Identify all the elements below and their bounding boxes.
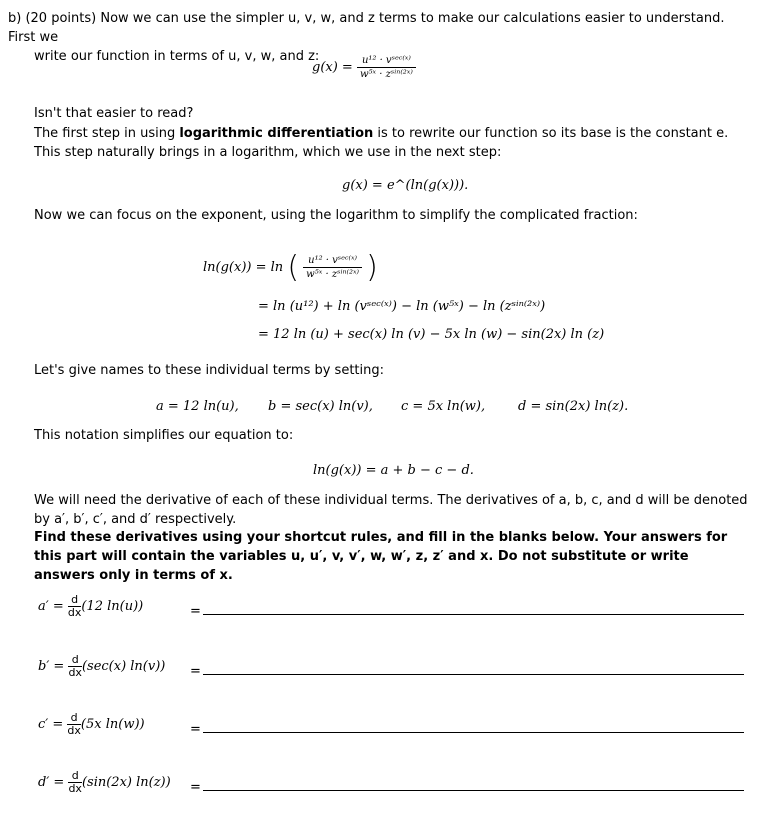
problem-label: b) <box>8 11 22 26</box>
equation-exponential: g(x) = e^(ln(g(x))). <box>342 178 469 193</box>
problem-intro-line2: write our function in terms of u, v, w, and z: <box>34 49 320 64</box>
blank-b-expr: (sec(x) ln(v)) <box>81 659 166 674</box>
blank-c-label <box>38 712 145 737</box>
answer-blank-b[interactable] <box>203 674 744 675</box>
definition-a: a = 12 ln(u), <box>156 399 239 414</box>
d-num: d <box>71 653 79 666</box>
derivative-paragraph: We will need the derivative of each of these individual terms. The derivatives of a, b, c, and d will be denoted by a′, b′, c′, and d′ respectively. <box>34 493 748 527</box>
blank-b-lhs: b′ = <box>38 659 65 674</box>
answer-blank-c[interactable] <box>203 732 744 733</box>
equation-log-lhs: ln(g(x)) = ln <box>203 260 284 275</box>
open-paren: ( <box>287 250 300 285</box>
blank-c-lhs: c′ = <box>38 717 64 732</box>
derivative-operator <box>68 594 82 619</box>
equation-log-line1 <box>203 250 378 285</box>
blank-d-lhs: d′ = <box>38 775 65 790</box>
equation-g-lhs: g(x) = <box>312 60 353 75</box>
d-den: dx <box>68 666 82 679</box>
d-den: dx <box>67 724 81 737</box>
blank-d-label <box>38 770 171 795</box>
blank-d-expr: (sin(2x) ln(z)) <box>81 775 171 790</box>
problem-intro-line1: Now we can use the simpler u, v, w, and z terms to make our calculations easier to understand. First we <box>8 11 725 45</box>
equation-log-line3: = 12 ln (u) + sec(x) ln (v) − 5x ln (w) − sin(2x) ln (z) <box>258 327 605 342</box>
problem-points: (20 points) <box>25 11 97 26</box>
equation-log-denominator: w⁵ˣ · zˢⁱⁿ⁽²ˣ⁾ <box>303 267 362 280</box>
answer-blank-d[interactable] <box>203 790 744 791</box>
answer-blank-a[interactable] <box>203 614 744 615</box>
blank-a-label <box>38 594 143 619</box>
derivative-operator <box>67 712 81 737</box>
step-text-1: The first step in using <box>34 126 180 141</box>
blank-a-eq: = <box>190 604 201 619</box>
blank-b-label <box>38 654 165 679</box>
blank-a-lhs: a′ = <box>38 599 64 614</box>
step-text-2: is to rewrite our function so its base is the constant e. This step naturally brings in a logarithm, which we use in the next step: <box>34 126 729 160</box>
d-den: dx <box>68 782 82 795</box>
equation-log-line2: = ln (u¹²) + ln (vˢᵉᶜ⁽ˣ⁾) − ln (w⁵ˣ) − ln (zˢⁱⁿ⁽²ˣ⁾) <box>258 299 546 314</box>
definition-c: c = 5x ln(w), <box>401 399 486 414</box>
d-num: d <box>71 593 79 606</box>
close-paren: ) <box>366 250 378 285</box>
blank-b-eq: = <box>190 664 201 679</box>
d-num: d <box>71 769 79 782</box>
blank-c-eq: = <box>190 722 201 737</box>
equation-g-denominator: w⁵ˣ · zˢⁱⁿ⁽²ˣ⁾ <box>357 67 416 80</box>
step-bold-term: logarithmic differentiation <box>179 126 374 141</box>
text-names: Let's give names to these individual terms by setting: <box>34 363 384 378</box>
d-num: d <box>70 711 78 724</box>
equation-g <box>312 55 416 80</box>
equation-sum: ln(g(x)) = a + b − c − d. <box>313 463 474 478</box>
equation-g-fraction <box>357 55 416 80</box>
d-den: dx <box>67 606 82 619</box>
blank-c-expr: (5x ln(w)) <box>80 717 145 732</box>
equation-log-fraction <box>303 255 362 280</box>
text-easier: Isn't that easier to read? <box>34 106 194 121</box>
definition-b: b = sec(x) ln(v), <box>268 399 373 414</box>
instruction: Find these derivatives using your shortcut rules, and fill in the blanks below. Your answers for this part will contain the variables u, u′, v, v′, w, w′, z, z′ and x. Do not substitute or write answers only in terms of x. <box>34 530 728 583</box>
step-paragraph <box>34 124 752 162</box>
equation-log-numerator: u¹² · vˢᵉᶜ⁽ˣ⁾ <box>308 255 358 266</box>
blank-a-expr: (12 ln(u)) <box>81 599 144 614</box>
blank-d-eq: = <box>190 780 201 795</box>
derivative-operator <box>68 770 82 795</box>
equation-g-numerator: u¹² · vˢᵉᶜ⁽ˣ⁾ <box>361 55 411 66</box>
text-simplifies: This notation simplifies our equation to: <box>34 428 294 443</box>
text-focus: Now we can focus on the exponent, using the logarithm to simplify the complicated fraction: <box>34 208 638 223</box>
derivative-operator <box>68 654 82 679</box>
definition-d: d = sin(2x) ln(z). <box>518 399 629 414</box>
